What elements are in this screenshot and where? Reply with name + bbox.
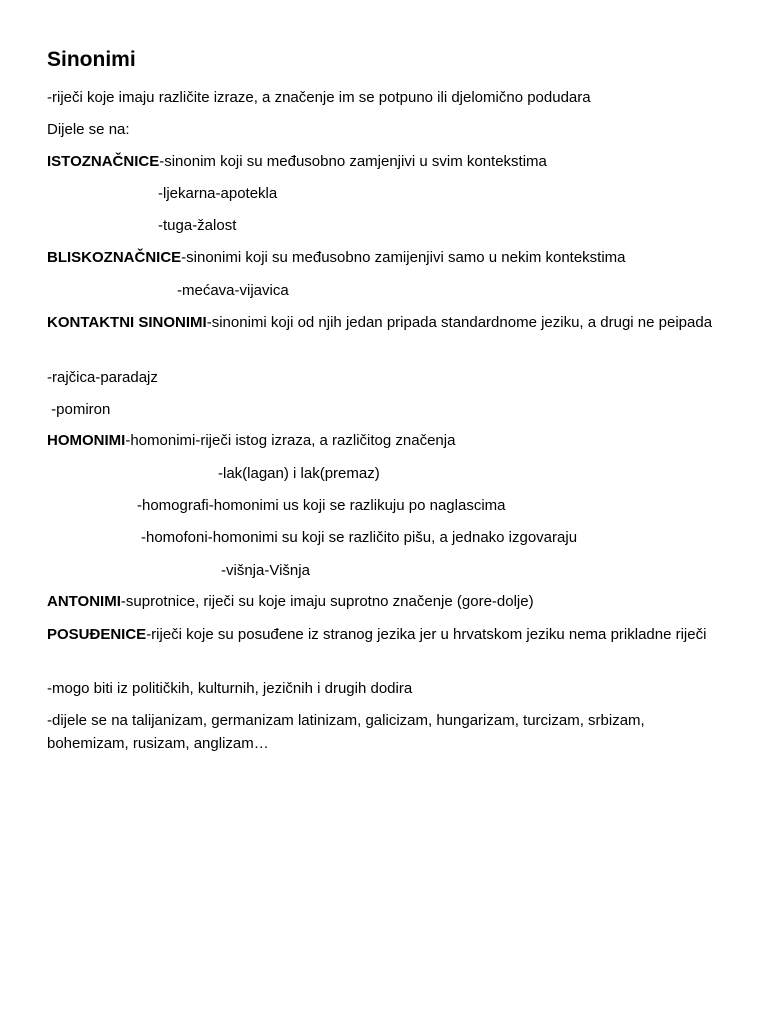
example-visnja: -višnja-Višnja <box>221 562 310 579</box>
istoznacnice-term: ISTOZNAČNICE <box>47 153 160 170</box>
example-lak: -lak(lagan) i lak(premaz) <box>218 465 380 482</box>
divide-line: Dijele se na: <box>47 121 130 138</box>
page-title: Sinonimi <box>47 48 136 71</box>
example-mecava: -mećava-vijavica <box>177 282 289 299</box>
bliskoznacnice-line <box>47 246 626 269</box>
posudjenice-text: -riječi koje su posuđene iz stranog jezika jer u hrvatskom jeziku nema prikladne riječi <box>146 626 707 643</box>
example-tuga: -tuga-žalost <box>158 217 237 234</box>
istoznacnice-text: -sinonim koji su međusobno zamjenjivi u svim kontekstima <box>159 153 547 170</box>
bliskoznacnice-term: BLISKOZNAČNICE <box>47 249 182 266</box>
dodiri-line: -mogo biti iz političkih, kulturnih, jezičnih i drugih dodira <box>47 680 413 697</box>
homofoni-line: -homofoni-homonimi su koji se različito pišu, a jednako izgovaraju <box>141 529 578 546</box>
posudjenice-line <box>47 623 719 646</box>
example-pomiron: -pomiron <box>47 401 111 418</box>
antonimi-text: -suprotnice, riječi su koje imaju suprotno značenje (gore-dolje) <box>120 593 534 610</box>
kontaktni-text: -sinonimi koji od njih jedan pripada standardnome jeziku, a drugi ne peipada <box>206 314 713 331</box>
dijele-line: -dijele se na talijanizam, germanizam latinizam, galicizam, hungarizam, turcizam, srbizam, bohemizam, rusizam, anglizam… <box>47 712 645 752</box>
istoznacnice-line <box>47 150 547 173</box>
homonimi-term: HOMONIMI <box>47 432 126 449</box>
homonimi-line <box>47 429 455 452</box>
example-ljekarna: -ljekarna-apotekla <box>158 185 278 202</box>
definition-line: -riječi koje imaju različite izraze, a značenje im se potpuno ili djelomično podudara <box>47 89 591 106</box>
antonimi-line <box>47 590 534 613</box>
homonimi-text: -homonimi-riječi istog izraza, a različitog značenja <box>125 432 456 449</box>
kontaktni-term: KONTAKTNI SINONIMI <box>47 314 207 331</box>
antonimi-term: ANTONIMI <box>47 593 121 610</box>
example-rajcica: -rajčica-paradajz <box>47 369 158 386</box>
posudjenice-term: POSUĐENICE <box>47 626 147 643</box>
kontaktni-line <box>47 311 719 334</box>
homografi-line: -homografi-homonimi us koji se razlikuju po naglascima <box>137 497 506 514</box>
bliskoznacnice-text: -sinonimi koji su međusobno zamijenjivi samo u nekim kontekstima <box>181 249 626 266</box>
